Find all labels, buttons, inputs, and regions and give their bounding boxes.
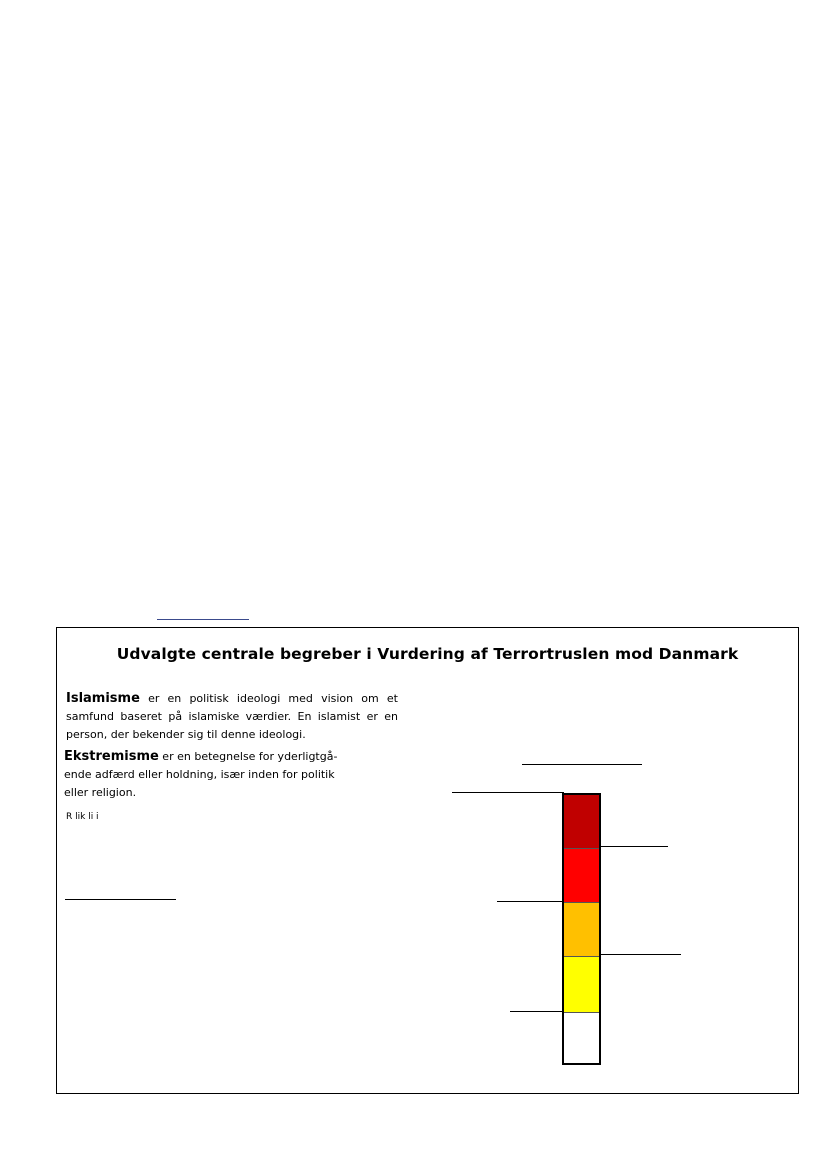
level-leader-line-4	[598, 954, 681, 955]
term-ekstremisme: Ekstremisme	[64, 749, 159, 764]
threat-level-1	[564, 795, 599, 849]
level-leader-line-5	[510, 1011, 564, 1012]
definition-ekstremisme	[64, 748, 354, 802]
cutoff-text-fragment: R lik li i	[66, 812, 99, 822]
threat-level-5	[564, 1013, 599, 1063]
threat-level-3	[564, 903, 599, 957]
definition-islamisme-text: er en politisk ideologi med vision om et samfund baseret på islamiske værdier. En islamist er en person, der bekender sig til denne ideologi.	[66, 692, 398, 741]
term-islamisme: Islamisme	[66, 691, 140, 706]
scale-heading-underline	[522, 764, 642, 765]
definition-ekstremisme-text: er en betegnelse for yderligtgå-ende adfærd eller holdning, især inden for politik eller religion.	[64, 750, 338, 799]
threat-level-scale	[562, 793, 601, 1065]
concepts-box	[56, 627, 799, 1094]
level-leader-line-3	[497, 901, 564, 902]
threat-level-4	[564, 957, 599, 1013]
level-leader-line-2	[598, 846, 668, 847]
box-title: Udvalgte centrale begreber i Vurdering af Terrortruslen mod Danmark	[116, 645, 739, 663]
top-link-underline	[157, 619, 249, 620]
section-divider-rule	[65, 899, 176, 900]
threat-level-2	[564, 849, 599, 903]
level-leader-line-1	[452, 792, 564, 793]
definition-islamisme	[66, 690, 398, 744]
